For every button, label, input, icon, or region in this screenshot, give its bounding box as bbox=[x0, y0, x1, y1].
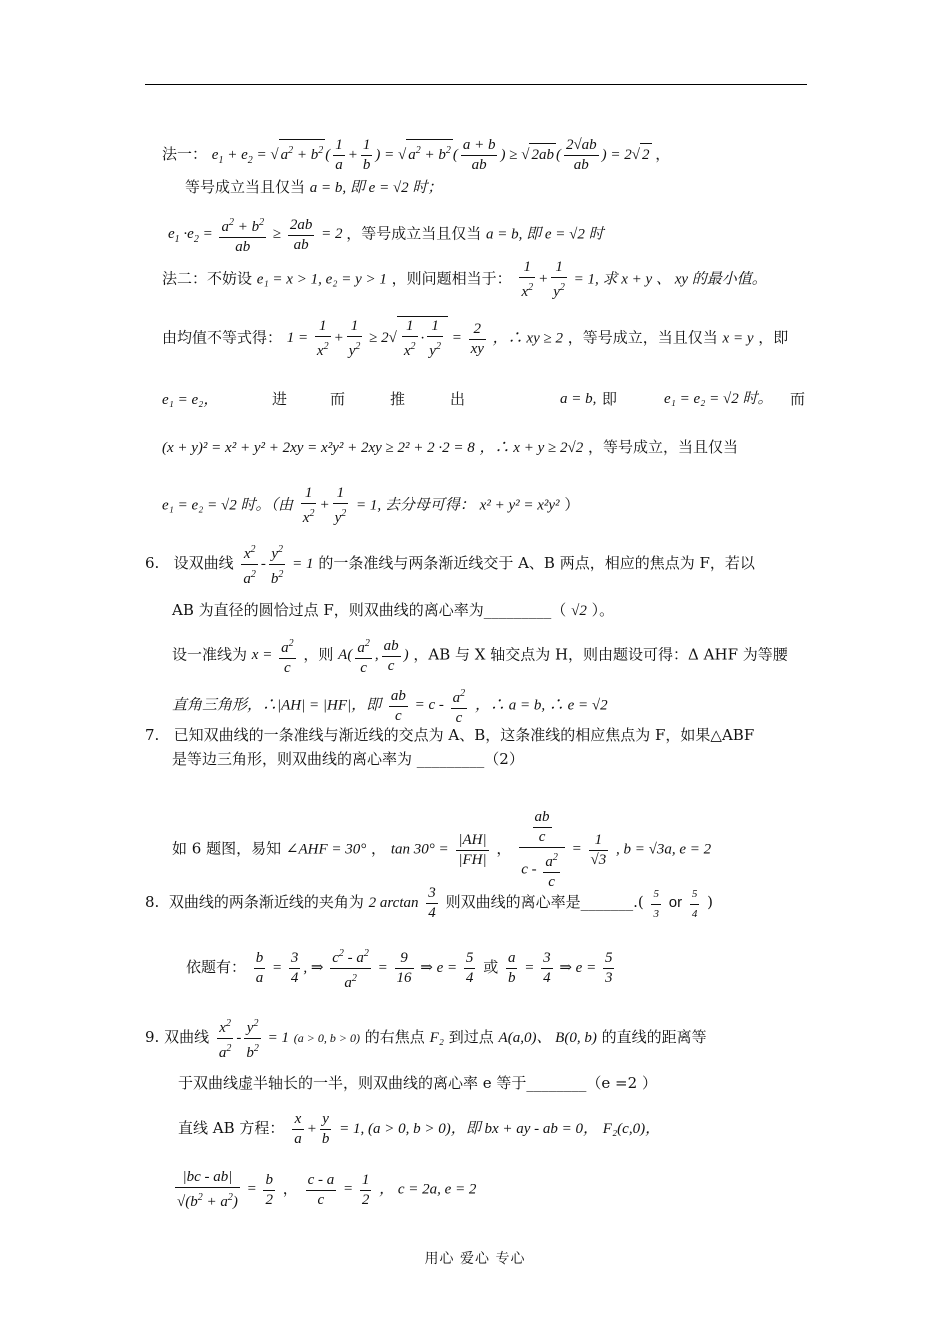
q6-sol-b: ，则 bbox=[303, 645, 334, 664]
q9-hyperbola: $\frac{x^2}{a^2}$ - $\frac{y^2}{b^2}$ = 1 bbox=[214, 1030, 289, 1046]
q9-stem-d: F₂ bbox=[429, 1029, 444, 1046]
method2-row3-e: 而 bbox=[790, 390, 806, 408]
q8-sol-mid: 或 bbox=[483, 957, 499, 976]
q7-stem2 bbox=[172, 748, 524, 770]
q9-stem-c: 的右焦点 bbox=[364, 1027, 425, 1046]
q8-answer-1: $\frac{5}{3}$ bbox=[648, 898, 664, 910]
method2-row3-c: 即 bbox=[602, 390, 618, 408]
q8-answer-2: $\frac{5}{4}$ bbox=[687, 898, 703, 910]
page-footer: 用心 爱心 专心 bbox=[424, 1251, 526, 1267]
q6-sol-c: ，AB 与 X 轴交点为 H，则由题设可得：Δ AHF 为等腰 bbox=[413, 645, 788, 664]
method2-final-c: x² + y² = x²y² bbox=[479, 497, 560, 514]
q7-stem-a: 已知双曲线的一条准线与渐近线的交点为 A、B，这条准线的相应焦点为 F，如果△ABF bbox=[173, 726, 755, 744]
q7-sol-e: ， bbox=[496, 839, 512, 858]
method2-line3 bbox=[162, 388, 807, 411]
method2-row3-d: e₁ = e₂ = √2 时。 bbox=[664, 391, 773, 407]
q7-stem bbox=[145, 724, 754, 746]
q7-stem-b: 是等边三角形，则双曲线的离心率为 _________（2） bbox=[172, 750, 524, 768]
q6-hyperbola: $\frac{x^2}{a^2}$ - $\frac{y^2}{b^2}$ = 1 bbox=[238, 556, 313, 572]
q6-sol-d: 直角三角形，∴|AH| = |HF|，即 bbox=[172, 697, 382, 714]
method2-setup: e₁ = x > 1, e₂ = y > 1 bbox=[256, 271, 387, 288]
method2-row3-a: e₁ = e₂， bbox=[162, 392, 219, 408]
q8-stem-c: 则双曲线的离心率是_______.( bbox=[445, 892, 644, 911]
method2-line4 bbox=[162, 436, 738, 459]
method1-product-formula: $e_1 \cdot e_2$ = $\frac{a^2 + b^2}{ab}$ ≥ $\frac{2ab}{ab}$ = 2 bbox=[168, 226, 346, 242]
q6-sol-e: ，∴ a = b, ∴ e = √2 bbox=[474, 697, 608, 714]
method2-line1 bbox=[162, 258, 767, 302]
q6-stem-a: 设双曲线 bbox=[173, 553, 234, 572]
q7-sol-d: tan 30° = bbox=[390, 841, 449, 858]
q7-sol-c: ， bbox=[371, 839, 387, 858]
header-rule bbox=[145, 84, 807, 85]
q9-sol-e: ， c = 2a, e = 2 bbox=[379, 1181, 477, 1198]
q9-stem bbox=[145, 1014, 707, 1063]
q6-stem2 bbox=[172, 599, 614, 622]
q9-stem-e: 到过点 bbox=[448, 1027, 494, 1046]
method1-cond bbox=[185, 176, 442, 199]
q8-sol bbox=[186, 944, 617, 993]
q9-sol2 bbox=[172, 1168, 476, 1212]
q6-sol-a: 设一准线为 bbox=[172, 645, 248, 664]
q9-distance: $\frac{|bc - ab|}{√(b^2 + a^2)}$ = $\frac{b}{2}$ bbox=[177, 1169, 273, 1210]
method2-problem-prefix: ，则问题相当于： bbox=[391, 269, 512, 288]
q6-point-a: A( $\frac{a^2}{c}$ , $\frac{ab}{c}$ ) bbox=[338, 647, 408, 663]
method2-ineq-cond-math: x = y bbox=[722, 330, 754, 347]
q9-stem-f: A(a,0)、 B(0, b) bbox=[498, 1029, 597, 1046]
method1-cond-math: a = b, 即 e = √2 时； bbox=[309, 180, 443, 196]
method2-line2 bbox=[162, 316, 788, 361]
q6-answer: √2 bbox=[571, 603, 587, 619]
method1-label: 法一： bbox=[162, 144, 208, 163]
method2-sum-eq: (x + y)² = x² + y² + 2xy = x²y² + 2xy ≥ 2² + 2 ·2 = 8 bbox=[162, 440, 475, 456]
q8-stem-d: ) bbox=[707, 892, 714, 911]
q7-sol-b: ∠AHF = 30° bbox=[285, 841, 367, 858]
q7-sol-f: , b = √3a, e = 2 bbox=[616, 841, 712, 858]
method2-row3-word: 出 bbox=[450, 390, 466, 408]
q6-stem-b: 的一条准线与两条渐近线交于 A、B 两点，相应的焦点为 F，若以 bbox=[318, 553, 755, 572]
method2-sum-cond: ，等号成立，当且仅当 bbox=[587, 438, 738, 456]
method2-row3-word: 进 bbox=[272, 390, 288, 408]
method2-sum-result: ，∴ x + y ≥ 2√2 bbox=[479, 440, 584, 456]
q6-equation: $\frac{ab}{c}$ = c - $\frac{a^2}{c}$ bbox=[386, 697, 470, 713]
q6-stem bbox=[145, 540, 755, 589]
q6-sol2 bbox=[172, 684, 608, 728]
q8-or: or bbox=[668, 893, 683, 911]
q9-number: 9. bbox=[145, 1027, 160, 1046]
q9-stem2 bbox=[178, 1072, 657, 1094]
method2-ineq-tail: ，即 bbox=[758, 328, 789, 347]
q7-number: 7. bbox=[145, 726, 160, 744]
method1-tail: ， bbox=[655, 144, 671, 163]
method2-final-d: ） bbox=[564, 495, 580, 514]
q7-sol-a: 如 6 题图，易知 bbox=[172, 839, 282, 858]
method1-product bbox=[168, 213, 604, 257]
q9-ratio: $\frac{c - a}{c}$ = $\frac{1}{2}$ bbox=[307, 1171, 370, 1208]
method2-final-b: = 1, 去分母可得： bbox=[356, 497, 475, 514]
q6-stem-d: ）。 bbox=[591, 601, 615, 619]
method1-product-cond: ，等号成立当且仅当 bbox=[346, 224, 482, 243]
q8-fraction: $\frac{3}{4}$ bbox=[428, 885, 436, 921]
method1-formula: $e_1 + e_2$ = √ $a^2 + b^2$ ( $\frac{1}{a}$ + $\frac{1}{b}$ ) = √ $a^2 + b^2$ ( $\frac{a + b}{ab}$ ) ≥ √ 2ab ( $\frac{2√ab}{ab}$ ) = 2√ 2 bbox=[211, 137, 650, 173]
q8-sol-label: 依题有： bbox=[186, 957, 247, 976]
method2-line5 bbox=[162, 484, 579, 528]
method1-line bbox=[162, 136, 670, 175]
q6-stem-c: AB 为直径的圆恰过点 F，则双曲线的离心率为_________（ bbox=[172, 601, 567, 619]
method2-ineq-formula: 1 = $\frac{1}{x^2}$ + $\frac{1}{y^2}$ ≥ 2√ $\frac{1}{x^2}$ · $\frac{1}{y^2}$ = $\frac{2}{xy}$ bbox=[286, 318, 484, 359]
q7-ratio: $\frac{|AH|}{|FH|}$ bbox=[458, 831, 487, 868]
method2-final-formula: $\frac{1}{x^2}$ + $\frac{1}{y^2}$ bbox=[302, 485, 347, 526]
method2-row3-word: 而 bbox=[330, 390, 346, 408]
q6-directrix: x = $\frac{a^2}{c}$ bbox=[252, 647, 299, 663]
method2-problem-formula: $\frac{1}{x^2}$ + $\frac{1}{y^2}$ bbox=[521, 259, 565, 300]
q7-compound-frac: $\frac{ab}{c}$ c - $\frac{a^2}{c}$ = $\frac{1}{√3}$ bbox=[521, 809, 607, 890]
q9-sol-d: ， bbox=[282, 1179, 298, 1198]
q9-sol-b: = 1, (a > 0, b > 0)，即 bx + ay - ab = 0， bbox=[339, 1120, 599, 1137]
q9-stem-b: (a > 0, b > 0) bbox=[293, 1030, 360, 1045]
method2-ineq-label: 由均值不等式得： bbox=[162, 328, 283, 347]
method1-product-cond-math: a = b, 即 e = √2 时 bbox=[486, 226, 604, 243]
q9-stem-h: 于双曲线虚半轴长的一半，则双曲线的离心率 e 等于________（e =2 ） bbox=[178, 1074, 657, 1092]
method2-ineq-result: ，∴ xy ≥ 2 bbox=[492, 330, 563, 347]
method2-row3-word: 推 bbox=[390, 390, 406, 408]
method2-row3-b: a = b, bbox=[560, 391, 597, 407]
q6-number: 6. bbox=[145, 553, 160, 572]
q8-stem-a: 双曲线的两条渐近线的夹角为 bbox=[168, 892, 364, 911]
method2-ineq-cond: ，等号成立，当且仅当 bbox=[567, 328, 718, 347]
q9-sol-c: F₂(c,0)， bbox=[602, 1120, 661, 1137]
q9-line-eq: $\frac{x}{a}$ + $\frac{y}{b}$ bbox=[294, 1111, 330, 1147]
q9-sol1 bbox=[178, 1110, 660, 1149]
method2-final-a: e₁ = e₂ = √2 时。（由 bbox=[162, 497, 293, 514]
method1-cond-text: 等号成立当且仅当 bbox=[185, 178, 306, 196]
method2-problem-suffix: = 1, 求 x + y 、 xy 的最小值。 bbox=[573, 271, 767, 288]
q9-stem-a: 双曲线 bbox=[164, 1027, 210, 1046]
q9-sol-a: 直线 AB 方程： bbox=[178, 1118, 285, 1137]
q8-sol-formula: $\frac{b}{a}$ = $\frac{3}{4}$ , ⇒ $\frac{c^2 - a^2}{a^2}$ = $\frac{9}{16}$ ⇒ e = $\frac{5}{4}$ bbox=[251, 960, 479, 976]
q8-number: 8. bbox=[145, 892, 160, 911]
q8-sol-formula2: $\frac{a}{b}$ = $\frac{3}{4}$ ⇒ e = $\frac{5}{3}$ bbox=[507, 950, 613, 986]
method2-label: 法二：不妨设 bbox=[162, 269, 253, 288]
q7-sol bbox=[172, 808, 711, 892]
q8-stem-b: 2 arctan bbox=[368, 894, 419, 911]
q8-stem bbox=[145, 884, 713, 924]
q6-sol1 bbox=[172, 634, 788, 678]
q9-stem-g: 的直线的距离等 bbox=[601, 1027, 707, 1046]
